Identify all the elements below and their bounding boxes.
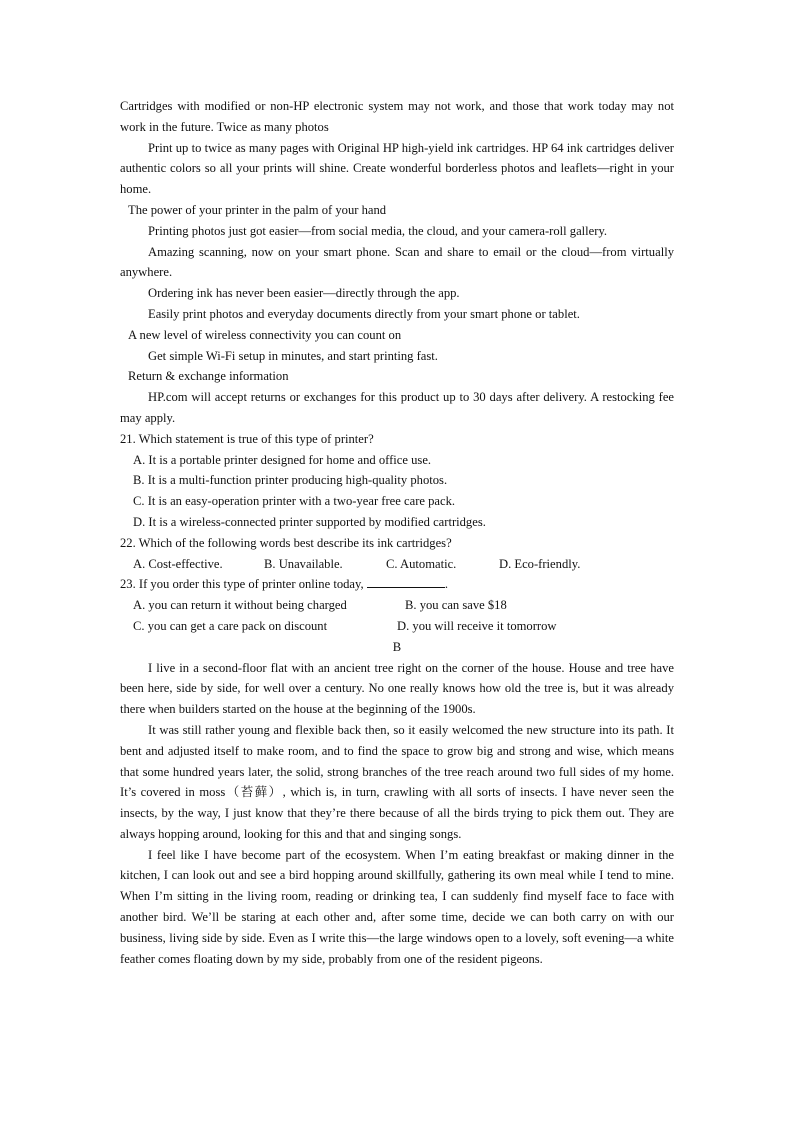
passage-b-paragraph: I feel like I have become part of the ecosystem. When I’m eating breakfast or making dinner in the kitchen, I can look out and see a bird hopping around skillfully, gathering its own meal while I tend to mine. When I’m sitting in the living room, reading or drinking tea, I can suddenly find myself face to face with another bird. We’ll be staring at each other and, after some time, decide we can both carry on with our business, living side by side. Even as I write this—the large windows open to a lovely, soft evening—a white feather comes floating down by my side, probably from one of the resident pigeons. <box>120 847 674 966</box>
question-21-option-b: B. It is a multi-function printer producing high-quality photos. <box>133 473 448 488</box>
question-22-option-b: B. Unavailable. <box>264 556 343 571</box>
question-23-option-a: A. you can return it without being charged <box>133 598 347 613</box>
passage-a-paragraph: HP.com will accept returns or exchanges for this product up to 30 days after delivery. A restocking fee may apply. <box>120 390 674 425</box>
question-23-option-d: D. you will receive it tomorrow <box>397 618 557 633</box>
passage-b-label: B <box>392 639 402 654</box>
question-21-stem: 21. Which statement is true of this type of printer? <box>120 431 374 446</box>
section-heading: The power of your printer in the palm of your hand <box>128 202 387 217</box>
question-23-options-row-2 <box>120 616 674 637</box>
question-23-stem-end: . <box>444 577 448 592</box>
question-23-stem-text: 23. If you order this type of printer online today, <box>120 577 364 592</box>
question-23-option-b: B. you can save $18 <box>405 598 507 613</box>
question-21-option-c: C. It is an easy-operation printer with a two-year free care pack. <box>133 494 456 509</box>
passage-a-paragraph: Easily print photos and everyday documents directly from your smart phone or tablet. <box>148 306 580 321</box>
answer-blank <box>367 574 445 588</box>
question-23-option-c: C. you can get a care pack on discount <box>133 618 328 633</box>
question-22-options <box>120 554 674 575</box>
passage-b-paragraph: I live in a second-floor flat with an ancient tree right on the corner of the house. House and tree have been here, side by side, for well over a century. No one really knows how old the tree is, but it was already there when builders started on the house at the beginning of the 1900s. <box>120 660 674 717</box>
passage-a-paragraph: Printing photos just got easier—from social media, the cloud, and your camera-roll gallery. <box>148 223 608 238</box>
passage-a-paragraph: Print up to twice as many pages with Original HP high-yield ink cartridges. HP 64 ink cartridges deliver authentic colors so all your prints will shine. Create wonderful borderless photos and leaflets—right in your home. <box>120 140 674 197</box>
passage-a-paragraph: Cartridges with modified or non-HP electronic system may not work, and those that work today may not work in the future. Twice as many photos <box>120 99 674 134</box>
question-22-option-a: A. Cost-effective. <box>133 556 223 571</box>
question-22-option-d: D. Eco-friendly. <box>499 556 581 571</box>
passage-b-paragraph: It was still rather young and flexible back then, so it easily welcomed the new structure into its path. It bent and adjusted itself to make room, and to find the space to grow big and strong and wise, which means that some hundred years later, the solid, strong branches of the tree reach around two full sides of my home. It’s covered in moss（苔藓）, which is, in turn, crawling with all sorts of insects. I have never seen the insects, by the way, I just know that they’re there because of all the birds trying to pick them out. They are always hopping around, looking for this and that and singing songs. <box>120 722 674 841</box>
question-22-stem: 22. Which of the following words best describe its ink cartridges? <box>120 535 452 550</box>
section-heading: A new level of wireless connectivity you can count on <box>128 327 402 342</box>
question-23-options-row-1 <box>120 595 674 616</box>
question-21-option-a: A. It is a portable printer designed for home and office use. <box>133 452 432 467</box>
question-23-stem <box>120 574 674 595</box>
page-content <box>120 96 674 969</box>
passage-a-paragraph: Get simple Wi-Fi setup in minutes, and start printing fast. <box>148 348 438 363</box>
passage-a-paragraph: Amazing scanning, now on your smart phone. Scan and share to email or the cloud—from virtually anywhere. <box>120 244 674 280</box>
passage-a-paragraph: Ordering ink has never been easier—directly through the app. <box>148 286 460 301</box>
section-heading: Return & exchange information <box>128 369 289 384</box>
question-21-option-d: D. It is a wireless-connected printer supported by modified cartridges. <box>133 514 486 529</box>
question-22-option-c: C. Automatic. <box>386 556 457 571</box>
